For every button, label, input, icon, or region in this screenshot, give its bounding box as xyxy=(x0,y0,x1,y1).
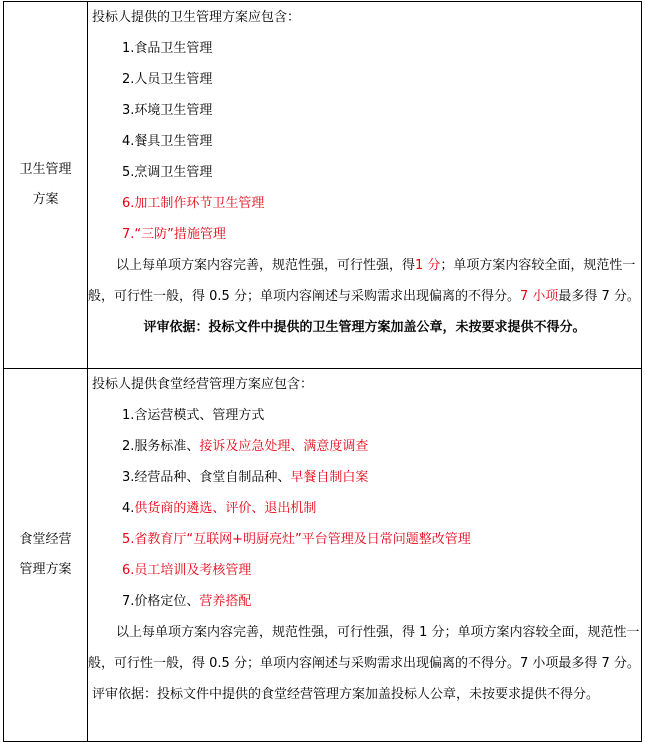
list-item: 1.含运营模式、管理方式 xyxy=(122,408,265,423)
list-item: 2.人员卫生管理 xyxy=(122,72,213,87)
criteria-label-line-1: 食堂经营 xyxy=(19,532,72,547)
list-item: 4.供货商的遴选、评价、退出机制 xyxy=(122,501,317,516)
list-item: 6.员工培训及考核管理 xyxy=(122,563,252,578)
scoring-table xyxy=(3,1,642,742)
list-item: 7.价格定位、营养搭配 xyxy=(122,594,252,609)
list-item: 1.食品卫生管理 xyxy=(122,41,213,56)
list-item: 6.加工制作环节卫生管理 xyxy=(122,196,265,211)
table-row-canteen xyxy=(4,369,642,742)
criteria-content-cell xyxy=(88,369,642,742)
scoring-rule-text: 以上每单项方案内容完善，规范性强，可行性强，得1 分；单项方案内容较全面，规范性一般，可行性一般，得 0.5 分；单项内容阐述与采购需求出现偏离的不得分。7 小项最多得 7 分。 xyxy=(88,258,640,304)
criteria-label-cell xyxy=(4,2,88,369)
list-item: 2.服务标准、接诉及应急处理、满意度调查 xyxy=(122,439,369,454)
intro-text: 投标人提供食堂经营管理方案应包含： xyxy=(92,377,314,392)
list-item: 3.经营品种、食堂自制品种、早餐自制白案 xyxy=(122,470,369,485)
list-item: 4.餐具卫生管理 xyxy=(122,134,213,149)
criteria-label-cell xyxy=(4,369,88,742)
evaluation-basis-text: 评审依据：投标文件中提供的食堂经营管理方案加盖投标人公章，未按要求提供不得分。 xyxy=(92,687,600,702)
criteria-label-line-2: 方案 xyxy=(32,192,59,207)
criteria-label-line-2: 管理方案 xyxy=(19,562,72,577)
criteria-label-line-1: 卫生管理 xyxy=(19,162,72,177)
intro-text: 投标人提供的卫生管理方案应包含： xyxy=(92,10,301,25)
list-item: 7.“三防”措施管理 xyxy=(122,227,226,242)
table-row-hygiene xyxy=(4,2,642,369)
scoring-rule-text: 以上每单项方案内容完善，规范性强，可行性强，得 1 分；单项方案内容较全面，规范性一般，可行性一般，得 0.5 分；单项内容阐述与采购需求出现偏离的不得分。7 小项最多得 7 分。 xyxy=(88,625,640,671)
list-item: 5.烹调卫生管理 xyxy=(122,165,213,180)
list-item: 5.省教育厅“互联网+明厨亮灶”平台管理及日常问题整改管理 xyxy=(122,532,471,547)
evaluation-basis-text: 评审依据：投标文件中提供的卫生管理方案加盖公章，未按要求提供不得分。 xyxy=(143,320,586,335)
criteria-content-cell xyxy=(88,2,642,369)
list-item: 3.环境卫生管理 xyxy=(122,103,213,118)
